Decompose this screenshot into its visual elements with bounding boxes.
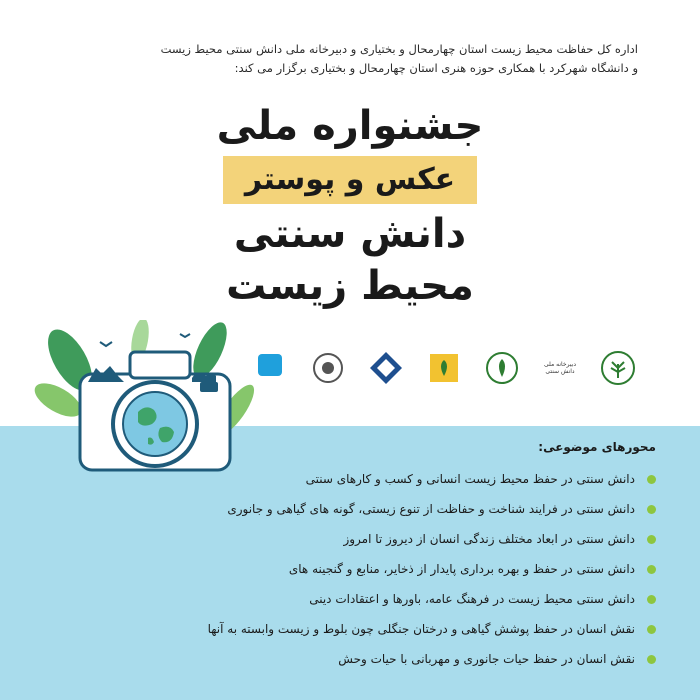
- topic-item: دانش سنتی در حفظ و بهره برداری پایدار از ذخایر، منابع و گنجینه های: [216, 554, 656, 584]
- logo-art-center: [308, 348, 348, 388]
- topic-item: نقش انسان در حفظ حیات جانوری و مهربانی با حیات وحش: [216, 644, 656, 674]
- title-line-2: عکس و پوستر: [244, 162, 456, 197]
- tree-logo-icon: [600, 350, 636, 386]
- logo-environment: [482, 348, 522, 388]
- logo-journalists: [250, 348, 290, 388]
- topics-section: [207, 440, 656, 674]
- bullet-dot-icon: [647, 505, 656, 514]
- logo-yellow: [424, 348, 464, 388]
- logo-tree: [598, 348, 638, 388]
- logo-secretariat-text: دبیرخانه ملی دانش سنتی: [544, 361, 576, 375]
- logo-university: [366, 348, 406, 388]
- journalists-logo-icon: [252, 350, 288, 386]
- flash-icon: [200, 382, 218, 392]
- topic-item: دانش سنتی در حفظ محیط زیست انسانی و کسب و کارهای سنتی: [216, 464, 656, 494]
- topics-heading: محورهای موضوعی:: [538, 440, 656, 454]
- bullet-dot-icon: [647, 535, 656, 544]
- yellow-logo-icon: [427, 351, 461, 385]
- title-line-4: محیط زیست: [226, 263, 474, 309]
- topic-item: دانش سنتی در ابعاد مختلف زندگی انسان از دیروز تا امروز: [216, 524, 656, 554]
- topic-item: دانش سنتی در فرایند شناخت و حفاظت از تنوع زیستی، گونه های گیاهی و جانوری: [216, 494, 656, 524]
- sponsor-logos: [250, 348, 638, 388]
- art-center-logo-icon: [311, 351, 345, 385]
- bullet-dot-icon: [647, 655, 656, 664]
- university-logo-icon: [368, 350, 404, 386]
- title-line-1: جشنواره ملی: [216, 103, 484, 149]
- intro-line-2: و دانشگاه شهرکرد با همکاری حوزه هنری استان چهارمحال و بختیاری برگزار می کند:: [234, 61, 638, 75]
- bird-icon: [100, 342, 112, 346]
- bullet-dot-icon: [647, 475, 656, 484]
- title-line-3: دانش سنتی: [233, 211, 467, 257]
- bullet-dot-icon: [647, 625, 656, 634]
- globe-icon: [123, 392, 187, 456]
- bullet-dot-icon: [647, 595, 656, 604]
- bird-icon: [180, 334, 190, 337]
- topic-item: نقش انسان در حفظ پوشش گیاهی و درختان جنگلی چون بلوط و زیست وابسته به آنها: [216, 614, 656, 644]
- festival-title: [180, 102, 520, 312]
- environment-logo-icon: [485, 351, 519, 385]
- topic-item: دانش سنتی محیط زیست در فرهنگ عامه، باورها و اعتقادات دینی: [216, 584, 656, 614]
- logo-secretariat: [540, 348, 580, 388]
- intro-text: [38, 40, 638, 78]
- intro-line-1: اداره کل حفاظت محیط زیست استان چهارمحال و بختیاری و دبیرخانه ملی دانش سنتی محیط زیست: [160, 42, 638, 56]
- bullet-dot-icon: [647, 565, 656, 574]
- title-highlight-box: [223, 156, 477, 204]
- camera-top: [130, 352, 190, 378]
